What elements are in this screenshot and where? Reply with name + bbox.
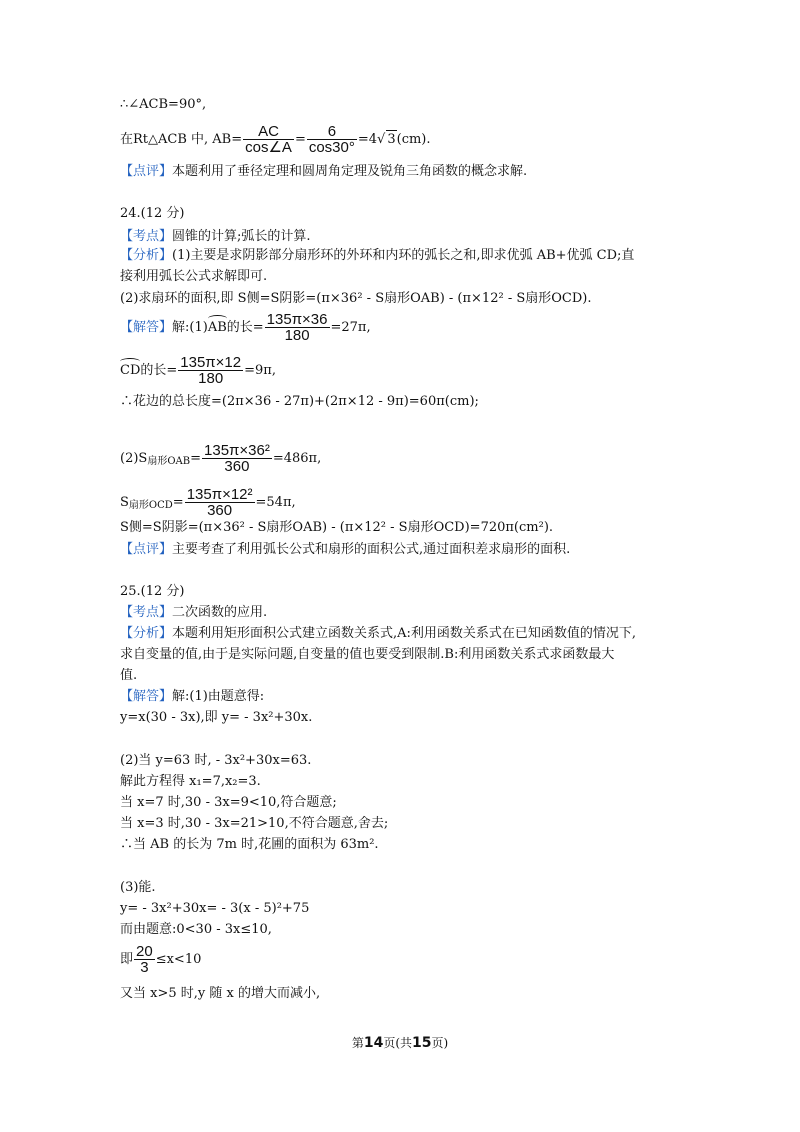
line-keypoint-25 [120,604,267,622]
fraction-6-cos30 [307,124,357,155]
solution-tag: 【解答】 [120,689,173,704]
equals: = [172,495,184,510]
subscript: 扇形OAB [147,456,191,467]
arc-cd: CD [120,363,141,378]
line-ab-formula [120,124,431,155]
text: 即 [120,952,134,967]
fraction-arc-ab [265,312,330,343]
page-footer [0,1034,800,1051]
line-solve: 解此方程得 x₁=7,x₂=3. [120,774,261,789]
line-analysis-25-end: 值. [120,668,138,683]
sqrt-radicand: 3 [387,132,396,147]
text: S [120,495,129,510]
line-area-ocd [120,487,296,518]
numerator: 20 [136,943,153,960]
result: =27π, [330,320,371,335]
analysis-text: 本题利用矩形面积公式建立函数关系式,A:利用函数关系式在已知函数值的情况下, [172,626,637,641]
fraction-arc-cd [178,355,243,386]
page-number: 14 [363,1035,384,1051]
line-arc-cd [120,355,276,386]
line-x7: 当 x=7 时,30 - 3x=9<10,符合题意; [120,795,337,810]
line-decreasing: 又当 x>5 时,y 随 x 的增大而减小, [120,986,321,1001]
denominator: cos∠A [245,139,292,156]
text: 的长= [226,320,264,335]
numerator: 135π×12 [180,354,242,371]
result: =9π, [244,363,276,378]
review-tag: 【点评】 [120,542,173,557]
line-inequality [120,944,201,975]
fraction-ac-cosa [243,124,294,155]
footer-text: 页) [431,1036,449,1050]
text: =4 [357,132,378,147]
arc-ab: AB [207,320,227,335]
analysis-tag: 【分析】 [120,626,173,641]
line-vertex-form: y= - 3x²+30x= - 3(x - 5)²+75 [120,901,310,916]
line-analysis-25 [120,625,636,643]
review-text: 主要考查了利用弧长公式和扇形的面积公式,通过面积差求扇形的面积. [172,542,571,557]
line-review-24 [120,541,570,559]
line-analysis-25-cont: 求自变量的值,由于是实际问题,自变量的值也要受到限制.B:利用函数关系式求函数最大 [120,647,615,662]
fraction-area-ocd [185,487,255,518]
keypoint-text: 二次函数的应用. [172,605,268,620]
line-acb: ∴∠ACB=90°, [120,97,207,112]
fraction-20-3 [134,944,155,975]
sqrt-sign: √ [377,132,386,147]
line-solution-25 [120,688,264,706]
analysis-text: (1)主要是求阴影部分扇形环的外环和内环的弧长之和,即求优弧 AB+优弧 CD;直 [172,248,635,263]
keypoint-tag: 【考点】 [120,229,173,244]
line-answer: ∴当 AB 的长为 7m 时,花圃的面积为 63m². [120,837,379,852]
keypoint-tag: 【考点】 [120,605,173,620]
text: 的长= [140,363,178,378]
text: 解:(1) [172,320,208,335]
line-area-method: (2)求扇环的面积,即 S侧=S阴影=(π×36² - S扇形OAB) - (π×12² - S扇形OCD). [120,291,592,306]
line-analysis-24-cont: 接利用弧长公式求解即可. [120,269,268,284]
denominator: 3 [140,959,149,976]
review-tag: 【点评】 [120,164,173,179]
text: ≤x<10 [155,952,202,967]
result: =54π, [255,495,296,510]
line-part2: (2)当 y=63 时, - 3x²+30x=63. [120,753,312,768]
line-solution-arc-ab [120,312,371,343]
page-total: 15 [412,1035,432,1051]
line-total-length: ∴花边的总长度=(2π×36 - 27π)+(2π×12 - 9π)=60π(cm); [120,394,479,409]
denominator: 180 [284,327,310,344]
line-analysis-24 [120,247,634,265]
numerator: 6 [307,124,357,140]
review-text: 本题利用了垂径定理和圆周角定理及锐角三角函数的概念求解. [172,164,528,179]
line-function: y=x(30 - 3x),即 y= - 3x²+30x. [120,710,313,725]
numerator: 135π×12² [186,486,253,503]
keypoint-text: 圆锥的计算;弧长的计算. [172,229,311,244]
question-24-header: 24.(12 分) [120,206,185,221]
numerator: AC [243,124,294,140]
solution-tag: 【解答】 [120,320,173,335]
solution-text: 解:(1)由题意得: [172,689,265,704]
line-x3: 当 x=3 时,30 - 3x=21>10,不符合题意,舍去; [120,816,389,831]
result: =486π, [272,451,322,466]
question-25-header: 25.(12 分) [120,584,185,599]
line-keypoint-24 [120,228,311,246]
equals: = [190,451,202,466]
numerator: 135π×36² [204,442,270,459]
line-condition: 而由题意:0<30 - 3x≤10, [120,922,272,937]
fraction-area-oab [202,443,272,474]
subscript: 扇形OCD [128,500,173,511]
text: (2)S [120,451,148,466]
line-review-23 [120,163,527,181]
line-final-area: S侧=S阴影=(π×36² - S扇形OAB) - (π×12² - S扇形OCD)=720π(cm²). [120,520,554,535]
line-area-oab [120,443,321,474]
denominator: 360 [207,502,233,519]
text: (cm). [396,132,431,147]
denominator: cos30° [308,139,355,156]
analysis-tag: 【分析】 [120,248,173,263]
denominator: 180 [198,370,224,387]
line-part3: (3)能. [120,880,156,895]
equals: = [294,132,306,147]
footer-text: 第 [351,1036,364,1050]
numerator: 135π×36 [266,311,328,328]
footer-text: 页(共 [383,1036,412,1050]
denominator: 360 [224,458,250,475]
text: 在Rt△ACB 中, AB= [120,132,243,147]
